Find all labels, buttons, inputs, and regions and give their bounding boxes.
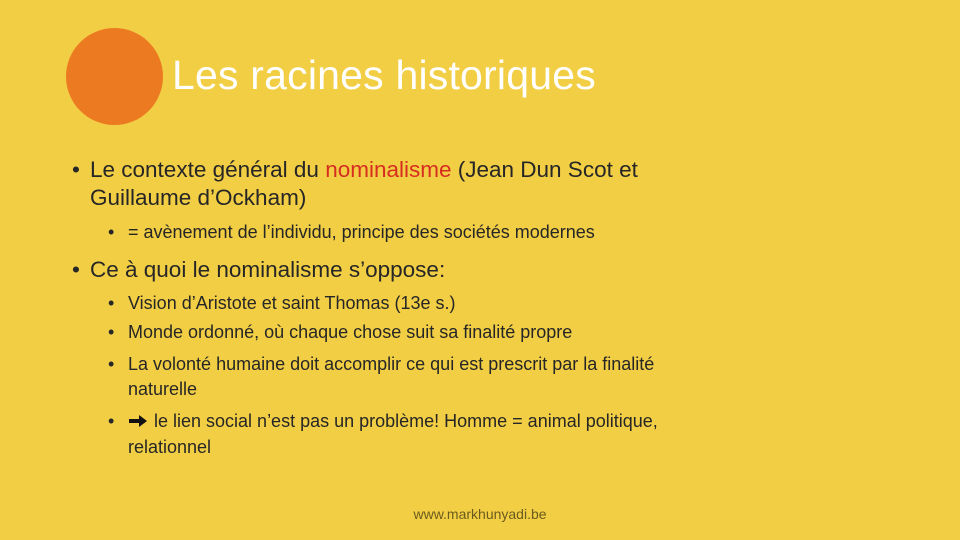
bullet-dot: • bbox=[72, 157, 80, 182]
bullet-dot: • bbox=[108, 354, 115, 374]
item-1-text-post: (Jean Dun Scot et bbox=[451, 157, 638, 182]
bullet-item-1-continued bbox=[90, 184, 306, 212]
bullet-dot: • bbox=[108, 222, 115, 242]
sub-item-2-4: • le lien social n’est pas un problème! Homme = animal politique, bbox=[128, 409, 658, 434]
slide-title: Les racines historiques bbox=[172, 52, 596, 98]
bullet-dot: • bbox=[72, 257, 80, 282]
bullet-dot: • bbox=[108, 293, 115, 313]
bullet-dot: • bbox=[108, 411, 115, 431]
sub-item-2-4-continued: relationnel bbox=[128, 437, 212, 457]
bullet-dot: • bbox=[108, 322, 115, 342]
bullet-item-2 bbox=[72, 256, 446, 284]
item-1-highlight: nominalisme bbox=[325, 157, 452, 182]
bullet-item-1 bbox=[72, 156, 638, 184]
item-1-text-pre: Le contexte général du bbox=[90, 157, 326, 182]
sub-item-2-1: • Vision d’Aristote et saint Thomas (13e s.) bbox=[128, 291, 456, 316]
sub-item-1-1: • = avènement de l’individu, principe des sociétés modernes bbox=[128, 220, 595, 245]
sub-item-2-2: • Monde ordonné, où chaque chose suit sa finalité propre bbox=[128, 320, 572, 345]
footer-website: www.markhunyadi.be bbox=[413, 506, 547, 522]
item-1-line2: Guillaume d’Ockham) bbox=[90, 185, 307, 210]
decorative-circle bbox=[66, 28, 163, 125]
sub-item-2-3: • La volonté humaine doit accomplir ce qui est prescrit par la finalité bbox=[128, 352, 654, 377]
right-arrow-icon bbox=[128, 409, 154, 434]
item-2-text: Ce à quoi le nominalisme s’oppose: bbox=[90, 257, 446, 282]
sub-item-2-3-continued: naturelle bbox=[128, 379, 198, 399]
